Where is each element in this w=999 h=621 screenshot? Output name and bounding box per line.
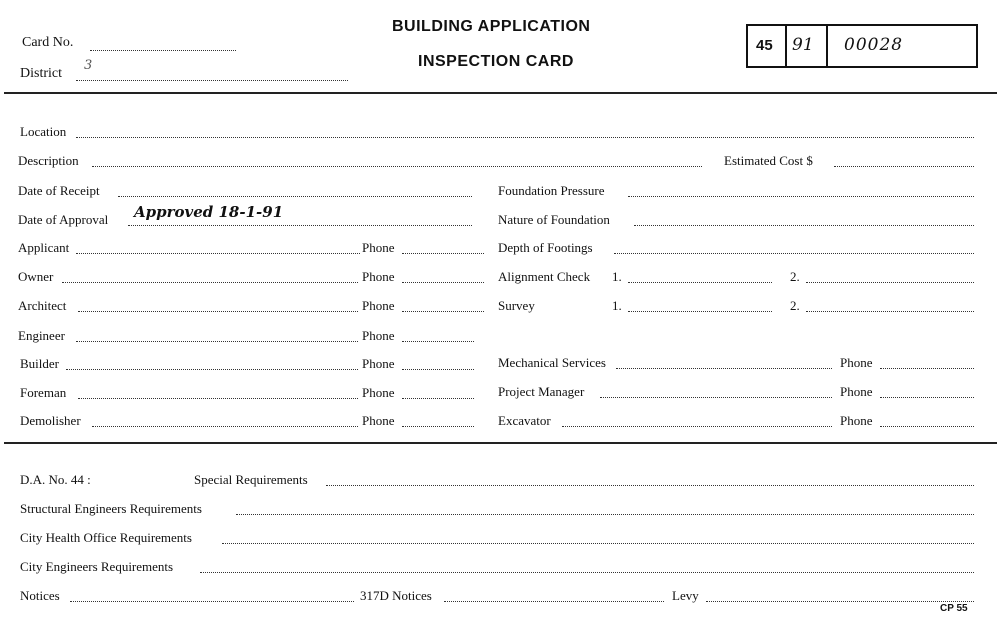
foundation-pressure-field[interactable] [628, 196, 974, 197]
demolisher-phone-field[interactable] [402, 426, 474, 427]
excavator-phone-label: Phone [840, 413, 873, 428]
district-label: District [20, 66, 62, 81]
owner-phone-field[interactable] [402, 282, 484, 283]
header-divider [4, 92, 997, 94]
foreman-phone-label: Phone [362, 385, 395, 400]
demolisher-field[interactable] [92, 426, 358, 427]
demolisher-phone-label: Phone [362, 413, 395, 428]
foreman-field[interactable] [78, 398, 358, 399]
survey-1-label: 1. [612, 298, 622, 313]
location-label: Location [20, 124, 67, 139]
survey-2-label: 2. [790, 298, 800, 313]
applicant-field[interactable] [76, 253, 360, 254]
applicant-phone-label: Phone [362, 240, 395, 255]
reference-number-box [746, 24, 978, 68]
date-approval-label: Date of Approval [18, 212, 109, 227]
location-field[interactable] [76, 137, 974, 138]
card-no-label: Card No. [22, 35, 74, 50]
city-engineers-field[interactable] [200, 572, 974, 573]
alignment-check-2-label: 2. [790, 269, 800, 284]
da-no-label: D.A. No. 44 : [20, 472, 91, 487]
notices-field[interactable] [70, 601, 354, 602]
mechanical-field[interactable] [616, 368, 832, 369]
builder-field[interactable] [66, 369, 358, 370]
notices-label: Notices [20, 588, 60, 603]
date-approval-field[interactable] [128, 225, 472, 226]
nature-foundation-label: Nature of Foundation [498, 212, 610, 227]
mechanical-phone-field[interactable] [880, 368, 974, 369]
project-manager-phone-field[interactable] [880, 397, 974, 398]
survey-2-field[interactable] [806, 311, 974, 312]
nature-foundation-field[interactable] [634, 225, 974, 226]
estimated-cost-label: Estimated Cost $ [724, 153, 813, 168]
owner-phone-label: Phone [362, 269, 395, 284]
engineer-field[interactable] [76, 341, 358, 342]
health-label: City Health Office Requirements [20, 530, 192, 545]
engineer-phone-field[interactable] [402, 341, 474, 342]
builder-label: Builder [20, 356, 59, 371]
alignment-check-2-field[interactable] [806, 282, 974, 283]
district-field[interactable] [76, 80, 348, 81]
title-line2: INSPECTION CARD [418, 53, 574, 70]
structural-field[interactable] [236, 514, 974, 515]
ref-part-2: 91 [792, 35, 814, 55]
notices-317d-label: 317D Notices [360, 588, 432, 603]
form-code: CP 55 [940, 603, 968, 614]
description-label: Description [18, 153, 79, 168]
survey-label: Survey [498, 298, 535, 313]
applicant-label: Applicant [18, 240, 70, 255]
ref-divider-2 [826, 26, 828, 66]
ref-divider-1 [785, 26, 787, 66]
foreman-label: Foreman [20, 385, 67, 400]
middle-divider [4, 442, 997, 444]
alignment-check-1-field[interactable] [628, 282, 772, 283]
architect-phone-label: Phone [362, 298, 395, 313]
project-manager-label: Project Manager [498, 384, 585, 399]
approval-value: Approved 18-1-91 [134, 203, 284, 221]
foundation-pressure-label: Foundation Pressure [498, 183, 605, 198]
mechanical-label: Mechanical Services [498, 355, 606, 370]
architect-phone-field[interactable] [402, 311, 484, 312]
levy-label: Levy [672, 588, 699, 603]
owner-label: Owner [18, 269, 54, 284]
date-receipt-label: Date of Receipt [18, 183, 100, 198]
depth-footings-label: Depth of Footings [498, 240, 593, 255]
special-requirements-field[interactable] [326, 485, 974, 486]
excavator-label: Excavator [498, 413, 551, 428]
engineer-label: Engineer [18, 328, 65, 343]
special-requirements-label: Special Requirements [194, 472, 308, 487]
engineer-phone-label: Phone [362, 328, 395, 343]
title-line1: BUILDING APPLICATION [392, 18, 591, 35]
ref-part-1: 45 [756, 37, 773, 54]
levy-field[interactable] [706, 601, 974, 602]
survey-1-field[interactable] [628, 311, 772, 312]
estimated-cost-field[interactable] [834, 166, 974, 167]
builder-phone-label: Phone [362, 356, 395, 371]
structural-label: Structural Engineers Requirements [20, 501, 202, 516]
foreman-phone-field[interactable] [402, 398, 474, 399]
architect-label: Architect [18, 298, 67, 313]
mechanical-phone-label: Phone [840, 355, 873, 370]
city-engineers-label: City Engineers Requirements [20, 559, 174, 574]
description-field[interactable] [92, 166, 702, 167]
date-receipt-field[interactable] [118, 196, 472, 197]
demolisher-label: Demolisher [20, 413, 81, 428]
depth-footings-field[interactable] [614, 253, 974, 254]
excavator-field[interactable] [562, 426, 832, 427]
applicant-phone-field[interactable] [402, 253, 484, 254]
excavator-phone-field[interactable] [880, 426, 974, 427]
builder-phone-field[interactable] [402, 369, 474, 370]
project-manager-field[interactable] [600, 397, 832, 398]
project-manager-phone-label: Phone [840, 384, 873, 399]
ref-part-3: 00028 [844, 35, 904, 55]
architect-field[interactable] [78, 311, 358, 312]
alignment-check-label: Alignment Check [498, 269, 591, 284]
notices-317d-field[interactable] [444, 601, 664, 602]
health-field[interactable] [222, 543, 974, 544]
district-value: 3 [84, 58, 94, 73]
owner-field[interactable] [62, 282, 358, 283]
alignment-check-1-label: 1. [612, 269, 622, 284]
card-no-field[interactable] [90, 50, 236, 51]
